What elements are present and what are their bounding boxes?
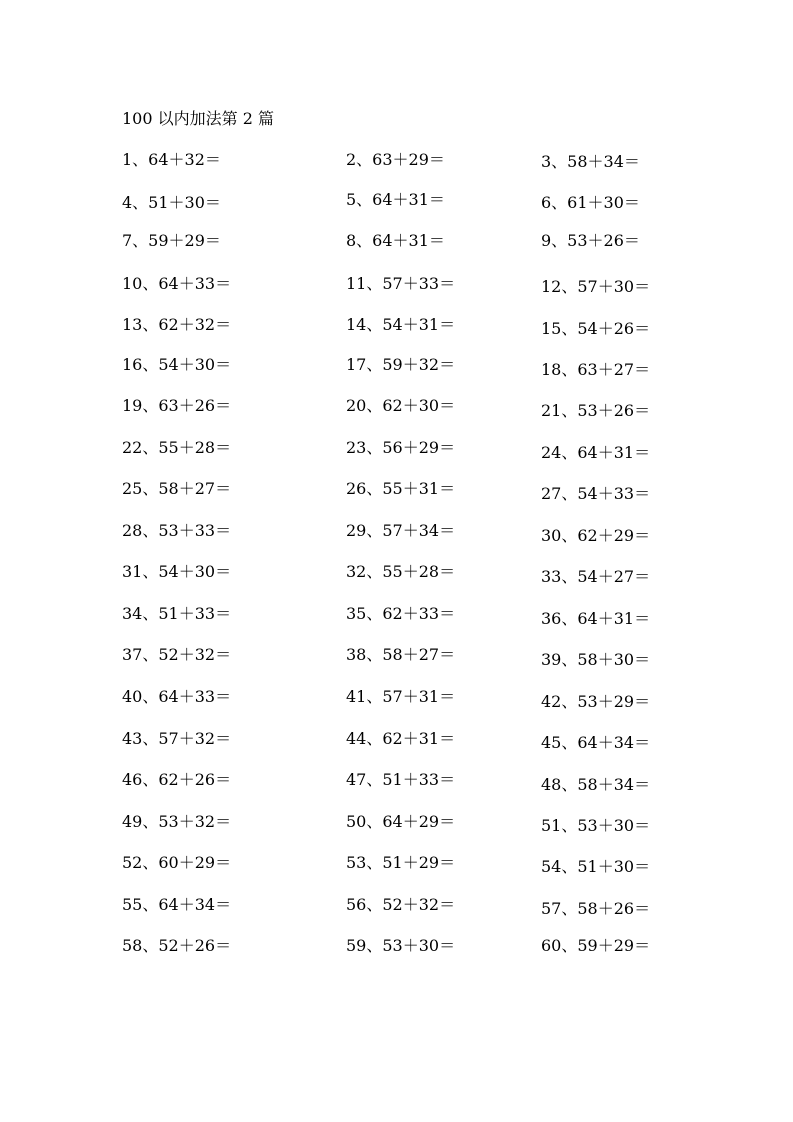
problem-item: 5、64＋31＝	[346, 190, 445, 209]
problem-item: 55、64＋34＝	[122, 895, 232, 914]
problem-item: 48、58＋34＝	[541, 775, 651, 794]
problem-item: 46、62＋26＝	[122, 770, 232, 789]
problem-item: 14、54＋31＝	[346, 315, 456, 334]
problem-item: 42、53＋29＝	[541, 692, 651, 711]
problem-item: 11、57＋33＝	[346, 274, 456, 293]
problem-item: 52、60＋29＝	[122, 853, 232, 872]
problem-item: 12、57＋30＝	[541, 277, 651, 296]
problem-item: 24、64＋31＝	[541, 443, 651, 462]
problem-item: 3、58＋34＝	[541, 152, 640, 171]
problem-item: 60、59＋29＝	[541, 936, 651, 955]
problem-item: 27、54＋33＝	[541, 484, 651, 503]
problem-item: 20、62＋30＝	[346, 396, 456, 415]
problem-item: 39、58＋30＝	[541, 650, 651, 669]
problem-item: 2、63＋29＝	[346, 150, 445, 169]
problem-item: 25、58＋27＝	[122, 479, 232, 498]
problem-item: 49、53＋32＝	[122, 812, 232, 831]
problem-item: 23、56＋29＝	[346, 438, 456, 457]
problem-item: 59、53＋30＝	[346, 936, 456, 955]
problem-item: 30、62＋29＝	[541, 526, 651, 545]
problem-item: 37、52＋32＝	[122, 645, 232, 664]
problem-item: 29、57＋34＝	[346, 521, 456, 540]
problem-item: 31、54＋30＝	[122, 562, 232, 581]
problem-item: 9、53＋26＝	[541, 231, 640, 250]
problem-item: 10、64＋33＝	[122, 274, 232, 293]
problem-item: 36、64＋31＝	[541, 609, 651, 628]
problem-item: 44、62＋31＝	[346, 729, 456, 748]
problem-item: 50、64＋29＝	[346, 812, 456, 831]
problem-item: 47、51＋33＝	[346, 770, 456, 789]
problem-item: 1、64＋32＝	[122, 150, 221, 169]
problem-item: 22、55＋28＝	[122, 438, 232, 457]
problem-item: 7、59＋29＝	[122, 231, 221, 250]
problem-item: 38、58＋27＝	[346, 645, 456, 664]
problem-item: 8、64＋31＝	[346, 231, 445, 250]
problem-item: 51、53＋30＝	[541, 816, 651, 835]
problem-item: 45、64＋34＝	[541, 733, 651, 752]
problem-item: 26、55＋31＝	[346, 479, 456, 498]
problem-item: 21、53＋26＝	[541, 401, 651, 420]
problem-item: 40、64＋33＝	[122, 687, 232, 706]
problem-item: 18、63＋27＝	[541, 360, 651, 379]
problem-item: 13、62＋32＝	[122, 315, 232, 334]
problem-item: 57、58＋26＝	[541, 899, 651, 918]
problem-item: 32、55＋28＝	[346, 562, 456, 581]
problem-item: 6、61＋30＝	[541, 193, 640, 212]
problem-item: 43、57＋32＝	[122, 729, 232, 748]
problem-item: 41、57＋31＝	[346, 687, 456, 706]
problem-item: 58、52＋26＝	[122, 936, 232, 955]
problem-item: 35、62＋33＝	[346, 604, 456, 623]
problem-item: 4、51＋30＝	[122, 193, 221, 212]
problem-item: 56、52＋32＝	[346, 895, 456, 914]
problem-item: 19、63＋26＝	[122, 396, 232, 415]
problem-item: 54、51＋30＝	[541, 857, 651, 876]
problem-item: 17、59＋32＝	[346, 355, 456, 374]
problem-item: 15、54＋26＝	[541, 319, 651, 338]
problem-item: 33、54＋27＝	[541, 567, 651, 586]
page-title: 100 以内加法第 2 篇	[122, 109, 274, 128]
problem-item: 34、51＋33＝	[122, 604, 232, 623]
problem-item: 53、51＋29＝	[346, 853, 456, 872]
problem-item: 28、53＋33＝	[122, 521, 232, 540]
problem-item: 16、54＋30＝	[122, 355, 232, 374]
